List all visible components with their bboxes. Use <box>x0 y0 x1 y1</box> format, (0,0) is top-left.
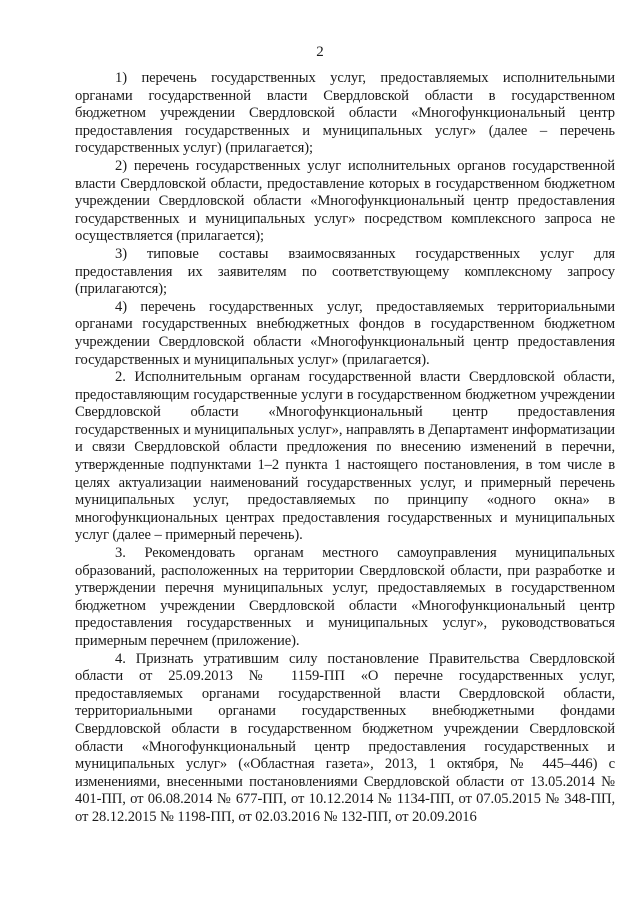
paragraph-4-repeal: 4. Признать утратившим силу постановление Правительства Свердловской области от 25.09.2013 № 1159-ПП «О перечне государственных услуг, предоставляемых органами государственной власти Свердловской области, территориальными органами государственных внебюджетными фондами Свердловской области в государственном бюджетном учреждении Свердловской области «Многофункциональный центр предоставления государственных и муниципальных услуг» («Областная газета», 2013, 1 октября, № 445–446) с изменениями, внесенными постановлениями Свердловской области от 13.05.2014 № 401-ПП, от 06.08.2014 № 677-ПП, от 10.12.2014 № 1134-ПП, от 07.05.2015 № 348-ПП, от 28.12.2015 № 1198-ПП, от 02.03.2016 № 132-ПП, от 20.09.2016 <box>75 650 615 825</box>
paragraph-1-1-services-list: 1) перечень государственных услуг, предоставляемых исполнительными органами государственной власти Свердловской области в государственном бюджетном учреждении Свердловской области «Многофункциональный центр предоставления государственных и муниципальных услуг» (далее – перечень государственных услуг) (прилагается); <box>75 70 615 157</box>
paragraph-2-executive-bodies: 2. Исполнительным органам государственной власти Свердловской области, предоставляющим государственные услуги в государственном бюджетном учреждении Свердловской области «Многофункциональный центр предоставления государственных и муниципальных услуг», направлять в Департамент информатизации и связи Свердловской области предложения по внесению изменений в перечни, утвержденные подпунктами 1–2 пункта 1 настоящего постановления, в том числе в целях актуализации наименований государственных услуг, и примерный перечень муниципальных услуг, предоставляемых по принципу «одного окна» в многофункциональных центрах предоставления государственных и муниципальных услуг (далее – примерный перечень). <box>75 369 615 544</box>
paragraph-3-local-self-government: 3. Рекомендовать органам местного самоуправления муниципальных образований, расположенных на территории Свердловской области, при разработке и утверждении перечня муниципальных услуг, предоставляемых в государственном бюджетном учреждении Свердловской области «Многофункциональный центр предоставления государственных и муниципальных услуг», руководствоваться примерным перечнем (приложение). <box>75 545 615 649</box>
document-body <box>75 70 615 827</box>
page-number: 2 <box>316 44 324 60</box>
paragraph-1-3-typical-compositions: 3) типовые составы взаимосвязанных государственных услуг для предоставления их заявителям по соответствующему комплексному запросу (прилагаются); <box>75 245 615 298</box>
paragraph-1-4-extrabudgetary-funds-services: 4) перечень государственных услуг, предоставляемых территориальными органами государственных внебюджетных фондов в государственном бюджетном учреждении Свердловской области «Многофункциональный центр предоставления государственных и муниципальных услуг» (прилагается). <box>75 298 615 368</box>
paragraph-1-2-complex-request-excluded: 2) перечень государственных услуг исполнительных органов государственной власти Свердловской области, предоставление которых в государственном бюджетном учреждении Свердловской области «Многофункциональный центр предоставления государственных и муниципальных услуг» посредством комплексного запроса не осуществляется (прилагается); <box>75 157 615 245</box>
